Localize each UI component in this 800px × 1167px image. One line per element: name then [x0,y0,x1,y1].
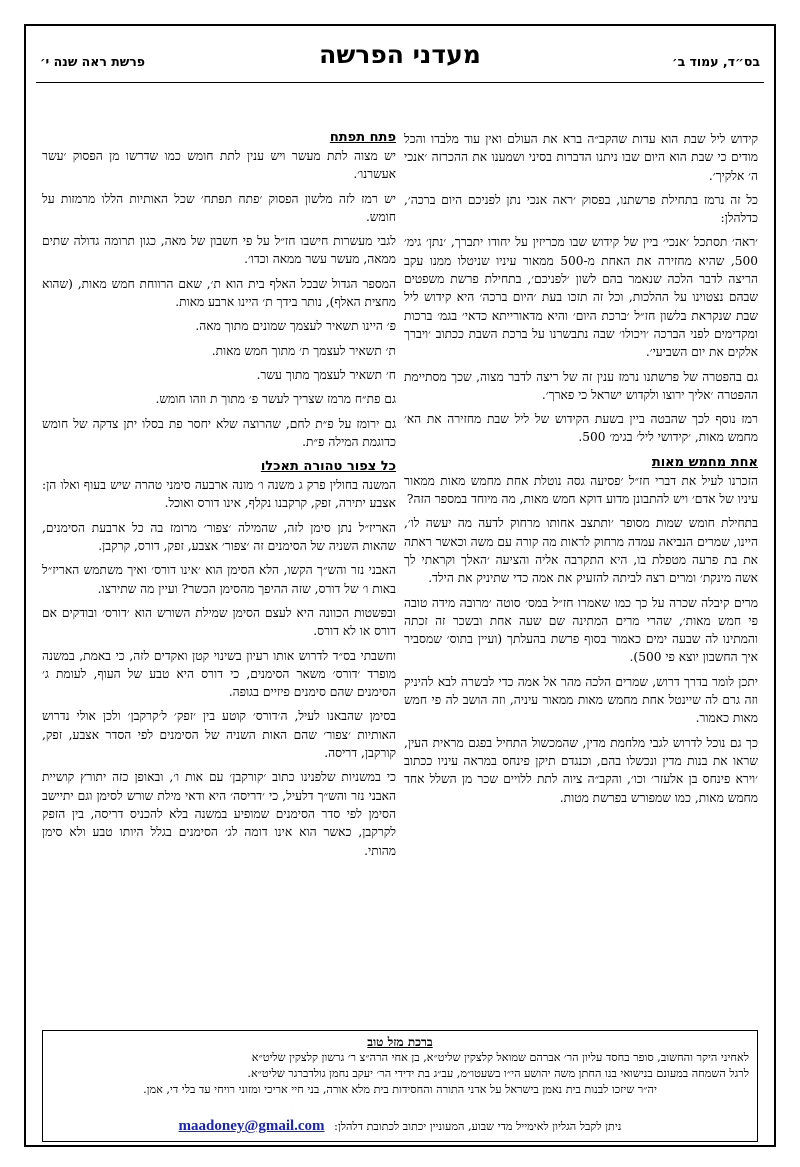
paragraph: קידוש ליל שבת הוא עדות שהקב״ה ברא את העולם ואין עוד מלבדו והכל מודים כי שבת הוא היום שבו ניתנו הדברות בסיני ושמענו את ההכרזה ׳אנכי ה׳ אלקיך׳. [404,132,758,183]
paragraph: בתחילת חומש שמות מסופר ׳ותתצב אחותו מרחוק לדעה מה יעשה לו׳, היינו, שמרים הנביאה עמדה מרחוק לראות מה קורה עם משה וכאשר ראתה את בת פרעה מטפלת בו, היא התקרבה אליה והציעה ׳האלך וקראתי לך אשה מינקת׳ ומרים רצה לביתה להזעיק את אמה כדי שתיניק את הילד. [404,516,758,586]
paragraph: יש רמז לזה מלשון הפסוק ׳פתח תפתח׳ שכל האותיות הללו מרמזות על חומש. [42,191,396,224]
left-column [42,130,396,1015]
page-header [36,40,764,83]
paragraph: גם בהפטרה של פרשתנו נרמז ענין זה של ריצה לדבר מצוה, שכך מסתיימת ההפטרה ׳אליך ירוצו ולקדוש ישראל כי פארך׳. [404,369,758,402]
parsha-label: פרשת ראה שנה י׳ [40,54,145,69]
paragraph: גם ירומז על פ״ת לחם, שהרוצה שלא יחסר פת בסלו יתן צדקה של חומש כדוגמת המילה פ״ת. [42,416,396,449]
paragraph: בסימן שהבאנו לעיל, ה׳דורס׳ קוטע בין ׳זפק׳ ל׳קרקבן׳ ולכן אולי נדרוש האותיות ׳צפור׳ שהם האות השניה של הסימנים לפי הסדר אצבע, זפק, קורקבן, דריסה. [42,709,396,761]
paragraph: וחשבתי בס״ד לדרוש אותו רעיון בשינוי קטן ואקדים לזה, כי באמת, במשנה מופרד ׳דורס׳ משאר הסימנים, כי דורס היא טבע של העוף, לעומת ג׳ הסימנים שהם סימנים פיזיים בגופה. [42,648,396,700]
paragraph: יש מצוה לתת מעשר ויש ענין לתת חומש כמו שדרשו מן הפסוק ׳עשר אעשרנו׳. [42,149,396,182]
newsletter-title: מעדני הפרשה [319,40,481,69]
paragraph: המשנה בחולין פרק ג משנה ו׳ מונה ארבעה סימני טהרה שיש בעוף ואלו הן: אצבע יתירה, זפק, קרקבנו נקלף, אינו דורס ואוכל. [42,478,396,511]
paragraph: כך גם נוכל לדרוש לגבי מלחמת מדין, שהמכשול התחיל בפגם מראית העין, שראו את בנות מדין ונכשלו בהם, וכנגדם תיקן פינחס במראה עיניו ככתוב ׳וירא פינחס בן אלעזר׳ וכו׳, והקב״ה ציוה לתת ללויים שכר מן השלל אחד מחמש מאות, כמו שמפורש בפרשת מטות. [404,735,758,805]
paragraph: ח׳ תשאיר לעצמך מתוך עשר. [256,367,396,382]
section-heading: כל צפור טהורה תאכלו [260,459,396,475]
section-heading: פתח תפתח [329,130,396,145]
paragraph: מרים קיבלה שכרה על כך כמו שאמרו חז״ל במס׳ סוטה ׳מרובה מידה טובה פי חמש מאות׳, שהרי מרים המתינה שם שעה אחת ובשכר זה זכתה והמתינו לה שבעה ימים כאמור בסוף פרשת בהעלתך (ועיין בתוס׳ שמסביר איך החשבון יוצא פי 500). [404,595,758,665]
paragraph: האבני נזר והש״ך הקשו, הלא הסימן הוא ׳אינו דורס׳ ואיך משתמש האריז״ל באות ו׳ של דורס, שזה ההיפך מהסימן הכשר? ועיין מה שתירצו. [42,563,396,596]
paragraph: פ׳ היינו תשאיר לעצמך שמונים מתוך מאה. [195,319,396,334]
congratulations-title: ברכת מזל טוב [367,1035,433,1049]
section-heading: אחת מחמש מאות [651,454,758,470]
right-column [404,130,758,1015]
paragraph: המספר הגדול שבכל האלף בית הוא ת׳, שאם הרווחת חמש מאות, (שהוא מחצית האלף), נותר בידך ת׳ היינו ארבע מאות. [42,276,396,310]
congratulations-line: לאחיני היקר והחשוב, סופר בחסד עליון הר׳ אברהם שמואל קלצקין שליט״א, בן אחי הרה״צ ר׳ גרשון קלצקין שליט״א [251,1051,749,1064]
email-link[interactable]: maadoney@gmail.com [178,1118,325,1134]
subscription-text: ניתן לקבל הגליון לאימייל מדי שבוע, המעוניין יכתוב לכתובת דלהלן: [334,1120,622,1133]
congratulations-line: יה״ר שיזכו לבנות בית נאמן בישראל על אדני התורה והחסידות בית מלא אורה, בני חיי אריכי ומזוני רויחי עד בלי די, אמן. [143,1083,657,1096]
paragraph: גם פת״ח מרמז שצריך לעשר פ׳ מתוך ת וזהו חומש. [155,392,396,407]
subscription-info [43,1118,757,1135]
page-frame [24,24,776,1147]
page-number-label: בס״ד, עמוד ב׳ [672,54,760,69]
paragraph: לגבי מעשרות חישבו חז״ל על פי חשבון של מאה, כגון תרומה גדולה שתים ממאה, מעשר עשר ממאה וכדו׳. [42,234,396,267]
paragraph: כי במשניות שלפנינו כתוב ׳קורקבן׳ עם אות ו׳, ובאופן כזה יתורץ קושיית האבני נזר והש״ך דלעיל, כי ׳דריסה׳ היא ודאי מילת שורש לסימן וגם יתיישב הסימן לפי סדר הסימנים שמופיע במשנה בלא להכניס דריסה, בין הזפק לקרקבן, כאשר הוא אינו דומה לג׳ הסימנים בגלל היותו טבע ולא סימן מהותי. [42,770,396,858]
paragraph: כל זה נרמז בתחילת פרשתנו, בפסוק ׳ראה אנכי נתן לפניכם היום ברכה׳, כדלהלן: [404,192,758,226]
paragraph: ׳ראה׳ תסתכל ׳אנכי׳ ביין של קידוש שבו מכריזין על יחודו יתברך, ׳נתן׳ גימ׳ 500, שהיא מחזירה את האחת מ-500 ממאור עיניו שניטלו ממנו עקב הריצה לדבר הלכה שנאמר בהם לשון ׳לפניכם׳, בתחילת פרשת משפטים שבהם נצטוינו על ההלכות, וכל זה תזכו בעת ׳היום ברכה׳ היא קידוש ליל שבת שנקראת בלשון חז״ל ׳ברכת היום׳ והיא מדאורייתא כדאי׳ בגמ׳ ברכות ומקדימים לפני הברכה ׳ויכולו׳ שבה נתבשרנו על ברכת השבת ככתוב ׳ויברך אלקים את יום השביעי׳. [404,235,759,360]
congratulations-line: לרגל השמחה במעונם בנישואי בנו החתן משה יהושע הי״ו בשעטו״מ, עב״ג בת ידידי הר׳ יעקב נחמן גולדברגר שליט״א. [247,1067,749,1080]
paragraph: ת׳ תשאיר לעצמך ת׳ מתוך חמש מאות. [211,343,396,358]
congratulations-box [42,1030,758,1142]
paragraph: יתכן לומר בדרך דרוש, שמרים הלכה מהר אל אמה כדי לבשרה לבא להיניק וזה גרם לה שיינטל אחת מחמש מאות ממאור עיניה, וזה הושב לה פי חמש מאות כאמור. [404,674,758,726]
paragraph: ובפשטות הכוונה היא לעצם הסימן שמילת השורש הוא ׳דורס׳ ובודקים אם דורס או לא דורס. [42,605,396,639]
paragraph: רמז נוסף לכך שהבטה ביין בשעת הקידוש של ליל שבת מחזירה את הא׳ מחמש מאות, ׳קידושי ליל׳ בגימ׳ 500. [404,412,758,445]
paragraph: האריז״ל נתן סימן לזה, שהמילה ׳צפור׳ מרומז בה כל ארבעת הסימנים, שהאות השניה של הסימנים זה ׳צפור׳ אצבע, זפק, דורס, קרקבן. [42,520,396,554]
paragraph: הזכרנו לעיל את דברי חז״ל ׳פסיעה גסה נוטלת אחת מחמש מאות ממאור עיניו של אדם׳ ויש להתבונן מדוע דוקא חמש מאות, מה מיוחד במספר הזה? [404,473,758,507]
